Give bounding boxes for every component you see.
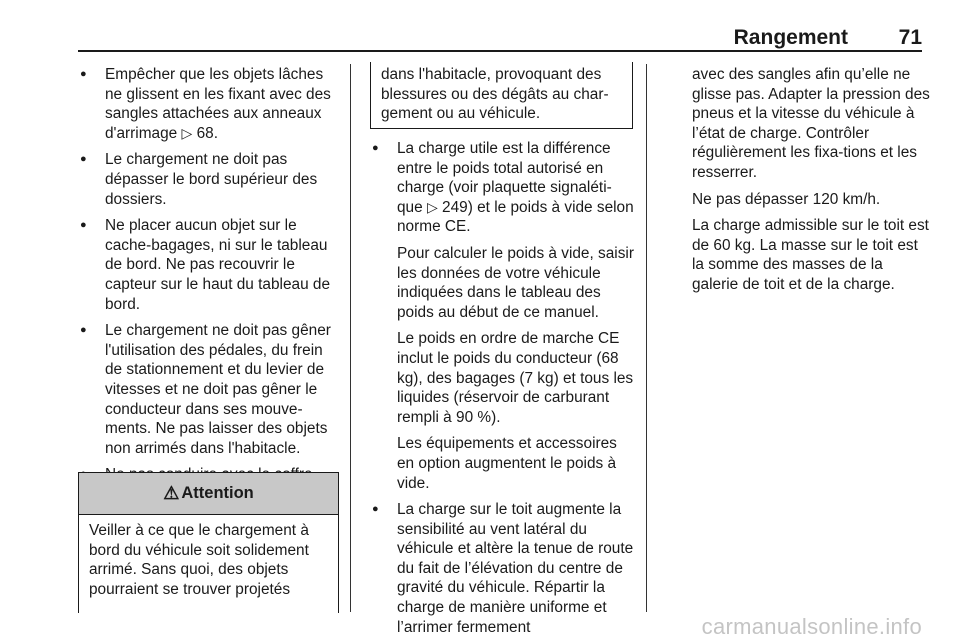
- column-divider-left: [350, 64, 351, 612]
- attention-box: [78, 472, 339, 613]
- paragraph: Le poids en ordre de marche CE inclut le poids du conducteur (68 kg), des bagages (7 kg) et tous les liquides (réservoir de carburant rempli à 90 %).: [397, 330, 634, 426]
- column-right: [692, 65, 930, 302]
- arrow-right-icon: ▷: [426, 198, 438, 215]
- paragraph: avec des sangles afin qu’elle ne glisse pas. Adapter la pression des pneus et la vitesse du véhicule à l’état de charge. Contrôler régulièrement les fixa-tions et les resserrer.: [692, 66, 930, 181]
- list-item: ● Le chargement ne doit pas gêner l'utilisation des pédales, du frein de stationnement et du levier de vitesses et ne doit pas gêner le conducteur dans ses mouve-ments. Ne pas laisser des objets non arrimés dans l'habitacle.: [78, 321, 342, 458]
- paragraph: La charge admissible sur le toit est de 60 kg. La masse sur le toit est la somme des masses de la galerie de toit et de la charge.: [692, 217, 929, 293]
- attention-body-continued: dans l'habitacle, provoquant des blessures ou des dégâts au char-gement ou au véhicule.: [381, 66, 609, 123]
- attention-title: Attention: [181, 484, 254, 502]
- section-title: Rangement: [733, 26, 848, 49]
- page-header: [0, 26, 960, 56]
- list-item: ● Le chargement ne doit pas dépasser le bord supérieur des dossiers.: [78, 150, 342, 209]
- list-item: ● La charge sur le toit augmente la sensibilité au vent latéral du véhicule et altère la tenue de route du fait de l’élévation du centre de gravité du véhicule. Répartir la charge de manière uniforme et l’arrimer fermement: [370, 500, 636, 637]
- attention-box-continued: [370, 62, 633, 129]
- watermark: carmanualsonline.info: [701, 614, 922, 639]
- paragraph: Pour calculer le poids à vide, saisir les données de votre véhicule indiquées dans le tableau des poids au début de ce manuel.: [397, 244, 634, 321]
- warning-triangle-icon: ⚠: [163, 483, 180, 503]
- page-number: 71: [898, 26, 922, 49]
- column-middle: [370, 139, 636, 644]
- list-item: ● Ne placer aucun objet sur le cache-bagages, ni sur le tableau de bord. Ne pas recouvrir le capteur sur le haut du tableau de bord.: [78, 216, 342, 314]
- list-item: ● La charge utile est la différence entre le poids total autorisé en charge (voir plaquette signaléti-que ▷ 249) et le poids à vide selon norme CE.: [370, 139, 636, 237]
- column-divider-right: [646, 64, 647, 612]
- attention-body: Veiller à ce que le chargement à bord du véhicule soit solidement arrimé. Sans quoi, des objets pourraient se trouver projetés: [89, 522, 309, 598]
- attention-header: [79, 473, 338, 515]
- arrow-right-icon: ▷: [181, 124, 193, 141]
- paragraph: Ne pas dépasser 120 km/h.: [692, 190, 881, 208]
- header-rule: [78, 50, 922, 52]
- column-left: [78, 65, 342, 511]
- paragraph: Les équipements et accessoires en option augmentent le poids à vide.: [397, 435, 617, 492]
- list-item: ● Empêcher que les objets lâches ne glissent en les fixant avec des sangles attachées aux anneaux d'arrimage ▷ 68.: [78, 65, 342, 143]
